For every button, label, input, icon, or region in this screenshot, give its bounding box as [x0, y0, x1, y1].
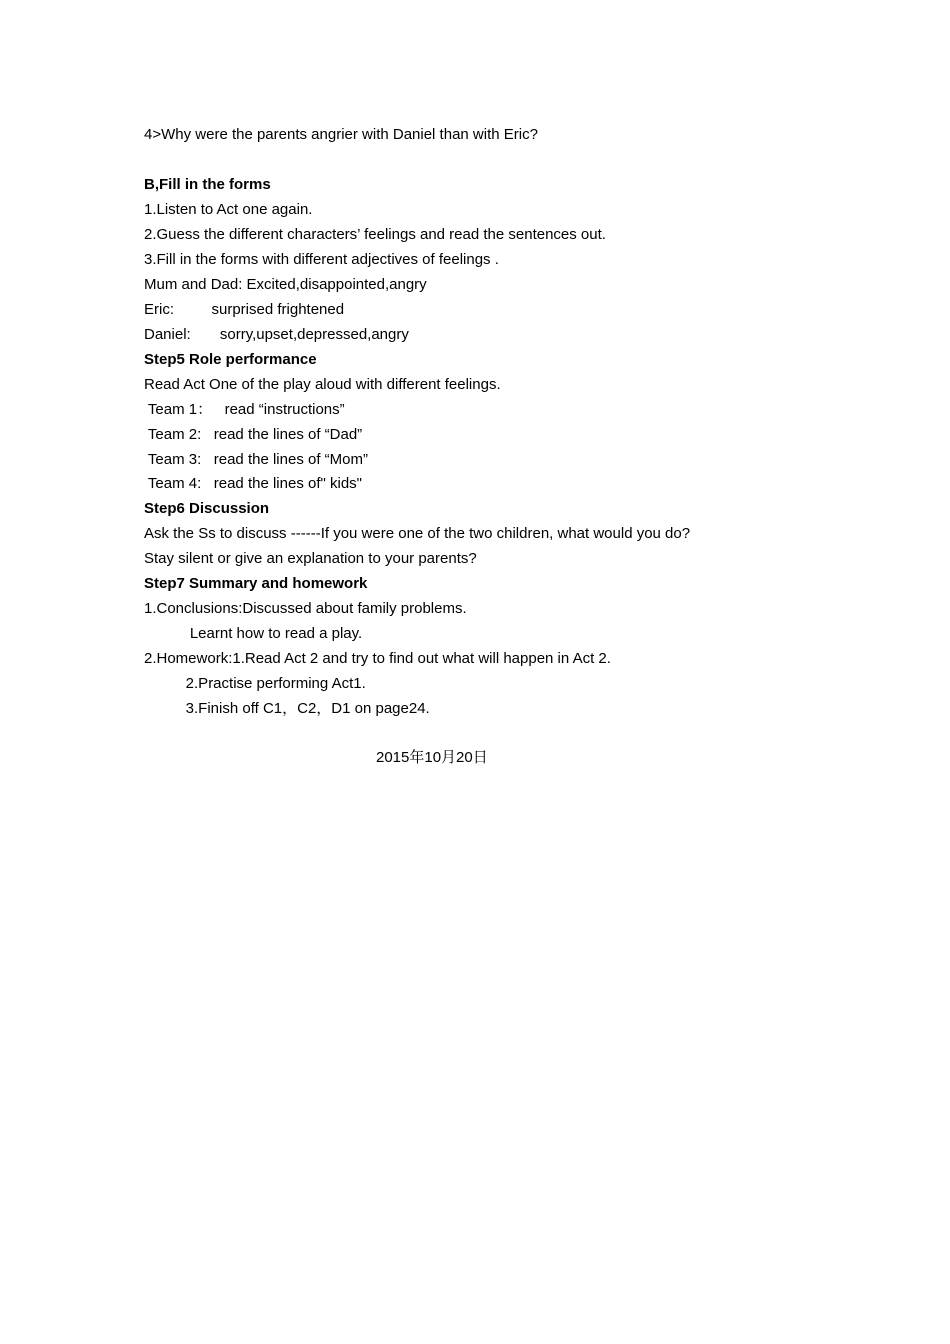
step7-heading: Step7 Summary and homework	[144, 575, 368, 592]
section-b-item-3: 3.Fill in the forms with different adjectives of feelings .	[144, 251, 499, 268]
step7-line-4: 2.Practise performing Act1.	[144, 675, 366, 692]
step5-heading: Step5 Role performance	[144, 351, 317, 368]
section-b-item-1: 1.Listen to Act one again.	[144, 201, 313, 218]
step6-line-2: Stay silent or give an explanation to your parents?	[144, 550, 477, 567]
step6-heading: Step6 Discussion	[144, 500, 270, 517]
team-2-line: Team 2: read the lines of “Dad”	[144, 426, 363, 443]
team-4-line: Team 4: read the lines of" kids"	[144, 475, 362, 492]
feelings-mum-dad: Mum and Dad: Excited,disappointed,angry	[144, 276, 427, 293]
section-b-heading: B,Fill in the forms	[144, 176, 271, 193]
feelings-daniel: Daniel: sorry,upset,depressed,angry	[144, 326, 409, 343]
step7-line-3: 2.Homework:1.Read Act 2 and try to find out what will happen in Act 2.	[144, 650, 611, 667]
team-3-line: Team 3: read the lines of “Mom”	[144, 451, 368, 468]
feelings-eric: Eric: surprised frightened	[144, 301, 345, 318]
question-4: 4>Why were the parents angrier with Daniel than with Eric?	[144, 126, 538, 143]
section-b-item-2: 2.Guess the different characters’ feelings and read the sentences out.	[144, 226, 606, 243]
team-1-line: Team 1： read “instructions”	[144, 401, 345, 418]
document-date: 2015年10月20日	[376, 749, 488, 766]
step6-line-1: Ask the Ss to discuss ------If you were one of the two children, what would you do?	[144, 525, 691, 542]
step7-line-1: 1.Conclusions:Discussed about family problems.	[144, 600, 467, 617]
step7-line-5: 3.Finish off C1，C2，D1 on page24.	[144, 700, 430, 717]
step5-intro: Read Act One of the play aloud with different feelings.	[144, 376, 501, 393]
step7-line-2: Learnt how to read a play.	[144, 625, 363, 642]
